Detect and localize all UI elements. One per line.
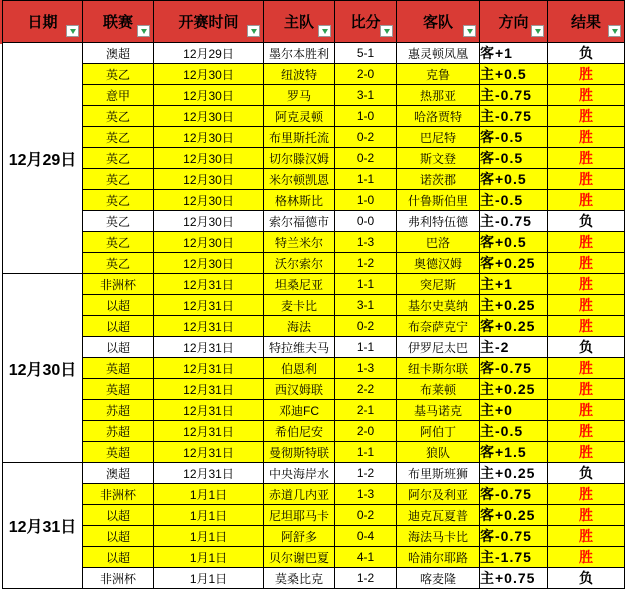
filter-dropdown-away[interactable] [463, 25, 476, 37]
score-cell: 1-2 [335, 253, 397, 274]
direction-cell: 主+0.5 [480, 64, 548, 85]
table-row [3, 400, 625, 421]
table-row [3, 232, 625, 253]
score-cell: 1-0 [335, 190, 397, 211]
column-header-label: 联赛 [102, 14, 133, 31]
direction-cell: 主-0.75 [480, 211, 548, 232]
home-team-cell: 赤道几内亚 [264, 484, 335, 505]
league-cell: 英超 [83, 442, 154, 463]
league-cell: 英乙 [83, 169, 154, 190]
column-header-label: 客队 [422, 14, 453, 31]
result-cell: 负 [548, 43, 625, 64]
away-team-cell: 惠灵顿凤凰 [397, 43, 480, 64]
home-team-cell: 邓迪FC [264, 400, 335, 421]
chevron-down-icon [141, 29, 147, 34]
home-team-cell: 希伯尼安 [264, 421, 335, 442]
result-cell: 胜 [548, 274, 625, 295]
result-cell: 负 [548, 463, 625, 484]
result-cell: 胜 [548, 190, 625, 211]
chevron-down-icon [384, 29, 390, 34]
kickoff-time-cell: 12月30日 [154, 253, 264, 274]
home-team-cell: 阿克灵顿 [264, 106, 335, 127]
column-header-label: 日期 [27, 14, 58, 31]
score-cell: 0-4 [335, 526, 397, 547]
result-cell: 胜 [548, 253, 625, 274]
table-row [3, 253, 625, 274]
direction-cell: 客-0.5 [480, 127, 548, 148]
kickoff-time-cell: 12月31日 [154, 379, 264, 400]
chevron-down-icon [535, 29, 541, 34]
score-cell: 0-0 [335, 211, 397, 232]
kickoff-time-cell: 12月30日 [154, 85, 264, 106]
direction-cell: 主-0.5 [480, 421, 548, 442]
away-team-cell: 纽卡斯尔联 [397, 358, 480, 379]
away-team-cell: 什鲁斯伯里 [397, 190, 480, 211]
home-team-cell: 曼彻斯特联 [264, 442, 335, 463]
result-cell: 胜 [548, 547, 625, 568]
kickoff-time-cell: 12月31日 [154, 442, 264, 463]
kickoff-time-cell: 12月30日 [154, 232, 264, 253]
result-cell: 胜 [548, 106, 625, 127]
score-cell: 1-2 [335, 568, 397, 589]
direction-cell: 客+1 [480, 43, 548, 64]
home-team-cell: 尼坦耶马卡 [264, 505, 335, 526]
home-team-cell: 特拉维夫马 [264, 337, 335, 358]
league-cell: 英乙 [83, 253, 154, 274]
result-cell: 胜 [548, 526, 625, 547]
table-row [3, 295, 625, 316]
table-row [3, 106, 625, 127]
table-row [3, 526, 625, 547]
away-team-cell: 奥德汉姆 [397, 253, 480, 274]
league-cell: 英乙 [83, 106, 154, 127]
away-team-cell: 诺茨郡 [397, 169, 480, 190]
away-team-cell: 阿尔及利亚 [397, 484, 480, 505]
result-cell: 胜 [548, 421, 625, 442]
away-team-cell: 斯文登 [397, 148, 480, 169]
kickoff-time-cell: 12月31日 [154, 316, 264, 337]
league-cell: 以超 [83, 505, 154, 526]
direction-cell: 客+0.25 [480, 505, 548, 526]
score-cell: 1-3 [335, 358, 397, 379]
chevron-down-icon [322, 29, 328, 34]
column-header-label: 方向 [498, 14, 529, 31]
away-team-cell: 布奈萨克宁 [397, 316, 480, 337]
away-team-cell: 伊罗尼太巴 [397, 337, 480, 358]
date-group-cell: 12月30日 [3, 274, 83, 463]
result-cell: 胜 [548, 484, 625, 505]
league-cell: 英乙 [83, 232, 154, 253]
kickoff-time-cell: 12月31日 [154, 337, 264, 358]
league-cell: 以超 [83, 316, 154, 337]
table-row [3, 211, 625, 232]
column-header-direction [480, 1, 548, 43]
league-cell: 非洲杯 [83, 484, 154, 505]
home-team-cell: 米尔顿凯恩 [264, 169, 335, 190]
kickoff-time-cell: 1月1日 [154, 484, 264, 505]
column-header-label: 主队 [283, 14, 314, 31]
kickoff-time-cell: 12月30日 [154, 211, 264, 232]
score-cell: 1-3 [335, 232, 397, 253]
league-cell: 苏超 [83, 400, 154, 421]
table-row [3, 43, 625, 64]
kickoff-time-cell: 12月30日 [154, 106, 264, 127]
table-row [3, 316, 625, 337]
kickoff-time-cell: 1月1日 [154, 505, 264, 526]
away-team-cell: 布莱顿 [397, 379, 480, 400]
column-header-score [335, 1, 397, 43]
home-team-cell: 坦桑尼亚 [264, 274, 335, 295]
league-cell: 以超 [83, 337, 154, 358]
table-row [3, 421, 625, 442]
table-row [3, 64, 625, 85]
kickoff-time-cell: 12月31日 [154, 421, 264, 442]
home-team-cell: 麦卡比 [264, 295, 335, 316]
away-team-cell: 布里斯班狮 [397, 463, 480, 484]
score-cell: 3-1 [335, 85, 397, 106]
date-group-cell: 12月29日 [3, 43, 83, 274]
league-cell: 英乙 [83, 148, 154, 169]
away-team-cell: 突尼斯 [397, 274, 480, 295]
away-team-cell: 哈浦尔耶路 [397, 547, 480, 568]
away-team-cell: 阿伯丁 [397, 421, 480, 442]
home-team-cell: 莫桑比克 [264, 568, 335, 589]
score-cell: 2-0 [335, 64, 397, 85]
home-team-cell: 格林斯比 [264, 190, 335, 211]
away-team-cell: 巴尼特 [397, 127, 480, 148]
home-team-cell: 纽波特 [264, 64, 335, 85]
away-team-cell: 喀麦隆 [397, 568, 480, 589]
home-team-cell: 伯恩利 [264, 358, 335, 379]
away-team-cell: 哈洛贾特 [397, 106, 480, 127]
away-team-cell: 海法马卡比 [397, 526, 480, 547]
date-group-cell: 12月31日 [3, 463, 83, 589]
score-cell: 1-3 [335, 484, 397, 505]
score-cell: 0-2 [335, 148, 397, 169]
filter-dropdown-score[interactable] [380, 25, 393, 37]
league-cell: 意甲 [83, 85, 154, 106]
league-cell: 英超 [83, 379, 154, 400]
score-cell: 1-1 [335, 274, 397, 295]
league-cell: 以超 [83, 526, 154, 547]
column-header-time [154, 1, 264, 43]
result-cell: 胜 [548, 169, 625, 190]
filter-dropdown-league[interactable] [137, 25, 150, 37]
kickoff-time-cell: 12月31日 [154, 274, 264, 295]
home-team-cell: 阿舒多 [264, 526, 335, 547]
score-cell: 5-1 [335, 43, 397, 64]
direction-cell: 客+0.25 [480, 316, 548, 337]
direction-cell: 主+0.25 [480, 379, 548, 400]
table-row [3, 85, 625, 106]
league-cell: 以超 [83, 295, 154, 316]
away-team-cell: 狼队 [397, 442, 480, 463]
home-team-cell: 切尔滕汉姆 [264, 148, 335, 169]
column-header-result [548, 1, 625, 43]
direction-cell: 客-0.75 [480, 358, 548, 379]
direction-cell: 客+1.5 [480, 442, 548, 463]
score-cell: 0-2 [335, 316, 397, 337]
direction-cell: 主-2 [480, 337, 548, 358]
direction-cell: 主+0.25 [480, 463, 548, 484]
kickoff-time-cell: 12月30日 [154, 169, 264, 190]
direction-cell: 主+0.75 [480, 568, 548, 589]
kickoff-time-cell: 1月1日 [154, 568, 264, 589]
home-team-cell: 索尔福德市 [264, 211, 335, 232]
score-cell: 4-1 [335, 547, 397, 568]
direction-cell: 主-0.75 [480, 106, 548, 127]
league-cell: 英乙 [83, 64, 154, 85]
score-cell: 0-2 [335, 127, 397, 148]
league-cell: 澳超 [83, 463, 154, 484]
chevron-down-icon [70, 29, 76, 34]
direction-cell: 主+0 [480, 400, 548, 421]
score-cell: 1-0 [335, 106, 397, 127]
filter-dropdown-date[interactable] [66, 25, 79, 37]
away-team-cell: 热那亚 [397, 85, 480, 106]
score-cell: 0-2 [335, 505, 397, 526]
result-cell: 胜 [548, 379, 625, 400]
column-header-date [3, 1, 83, 43]
home-team-cell: 中央海岸水 [264, 463, 335, 484]
table-body [3, 43, 625, 589]
table-row [3, 337, 625, 358]
table-row [3, 484, 625, 505]
result-cell: 胜 [548, 505, 625, 526]
home-team-cell: 沃尔索尔 [264, 253, 335, 274]
table-row [3, 379, 625, 400]
result-cell: 负 [548, 337, 625, 358]
chevron-down-icon [467, 29, 473, 34]
filter-dropdown-home[interactable] [318, 25, 331, 37]
column-header-away [397, 1, 480, 43]
kickoff-time-cell: 12月31日 [154, 358, 264, 379]
table-row [3, 442, 625, 463]
away-team-cell: 迪克瓦夏普 [397, 505, 480, 526]
result-cell: 胜 [548, 85, 625, 106]
column-header-league [83, 1, 154, 43]
home-team-cell: 海法 [264, 316, 335, 337]
score-cell: 1-1 [335, 169, 397, 190]
kickoff-time-cell: 12月31日 [154, 400, 264, 421]
direction-cell: 主-0.75 [480, 85, 548, 106]
league-cell: 以超 [83, 547, 154, 568]
table-row [3, 358, 625, 379]
table-row [3, 505, 625, 526]
result-cell: 胜 [548, 400, 625, 421]
chevron-down-icon [251, 29, 257, 34]
league-cell: 英乙 [83, 127, 154, 148]
direction-cell: 客-0.5 [480, 148, 548, 169]
score-cell: 1-1 [335, 337, 397, 358]
table-row [3, 169, 625, 190]
home-team-cell: 罗马 [264, 85, 335, 106]
score-cell: 1-1 [335, 442, 397, 463]
direction-cell: 主-1.75 [480, 547, 548, 568]
result-cell: 负 [548, 568, 625, 589]
direction-cell: 客+0.5 [480, 232, 548, 253]
direction-cell: 客-0.75 [480, 526, 548, 547]
table-row [3, 148, 625, 169]
result-cell: 胜 [548, 358, 625, 379]
away-team-cell: 弗利特伍德 [397, 211, 480, 232]
kickoff-time-cell: 12月30日 [154, 148, 264, 169]
chevron-down-icon [612, 29, 618, 34]
score-cell: 2-1 [335, 400, 397, 421]
home-team-cell: 特兰米尔 [264, 232, 335, 253]
league-cell: 非洲杯 [83, 568, 154, 589]
away-team-cell: 克鲁 [397, 64, 480, 85]
home-team-cell: 墨尔本胜利 [264, 43, 335, 64]
table-row [3, 274, 625, 295]
away-team-cell: 基马诺克 [397, 400, 480, 421]
filter-dropdown-direction[interactable] [531, 25, 544, 37]
score-cell: 1-2 [335, 463, 397, 484]
direction-cell: 客+0.25 [480, 253, 548, 274]
result-cell: 胜 [548, 316, 625, 337]
kickoff-time-cell: 1月1日 [154, 547, 264, 568]
direction-cell: 客+0.5 [480, 169, 548, 190]
result-cell: 胜 [548, 442, 625, 463]
league-cell: 英乙 [83, 211, 154, 232]
league-cell: 英乙 [83, 190, 154, 211]
match-results-table [2, 0, 625, 589]
column-header-label: 开赛时间 [178, 14, 239, 31]
league-cell: 苏超 [83, 421, 154, 442]
result-cell: 胜 [548, 295, 625, 316]
result-cell: 胜 [548, 148, 625, 169]
league-cell: 非洲杯 [83, 274, 154, 295]
table-row [3, 190, 625, 211]
kickoff-time-cell: 12月30日 [154, 190, 264, 211]
direction-cell: 主-0.5 [480, 190, 548, 211]
kickoff-time-cell: 12月31日 [154, 295, 264, 316]
away-team-cell: 基尔史莫纳 [397, 295, 480, 316]
score-cell: 2-2 [335, 379, 397, 400]
kickoff-time-cell: 12月30日 [154, 127, 264, 148]
table-header-row [3, 1, 625, 43]
kickoff-time-cell: 1月1日 [154, 526, 264, 547]
result-cell: 胜 [548, 64, 625, 85]
table-row [3, 547, 625, 568]
away-team-cell: 巴洛 [397, 232, 480, 253]
league-cell: 澳超 [83, 43, 154, 64]
home-team-cell: 西汉姆联 [264, 379, 335, 400]
direction-cell: 主+1 [480, 274, 548, 295]
home-team-cell: 布里斯托流 [264, 127, 335, 148]
direction-cell: 客-0.75 [480, 484, 548, 505]
kickoff-time-cell: 12月31日 [154, 463, 264, 484]
direction-cell: 主+0.25 [480, 295, 548, 316]
column-header-label: 结果 [570, 14, 601, 31]
column-header-home [264, 1, 335, 43]
score-cell: 3-1 [335, 295, 397, 316]
table-row [3, 463, 625, 484]
home-team-cell: 贝尔谢巴夏 [264, 547, 335, 568]
result-cell: 负 [548, 211, 625, 232]
result-cell: 胜 [548, 127, 625, 148]
table-row [3, 568, 625, 589]
table-row [3, 127, 625, 148]
kickoff-time-cell: 12月29日 [154, 43, 264, 64]
kickoff-time-cell: 12月30日 [154, 64, 264, 85]
filter-dropdown-result[interactable] [608, 25, 621, 37]
column-header-label: 比分 [350, 14, 381, 31]
filter-dropdown-time[interactable] [247, 25, 260, 37]
result-cell: 胜 [548, 232, 625, 253]
score-cell: 2-0 [335, 421, 397, 442]
league-cell: 英超 [83, 358, 154, 379]
